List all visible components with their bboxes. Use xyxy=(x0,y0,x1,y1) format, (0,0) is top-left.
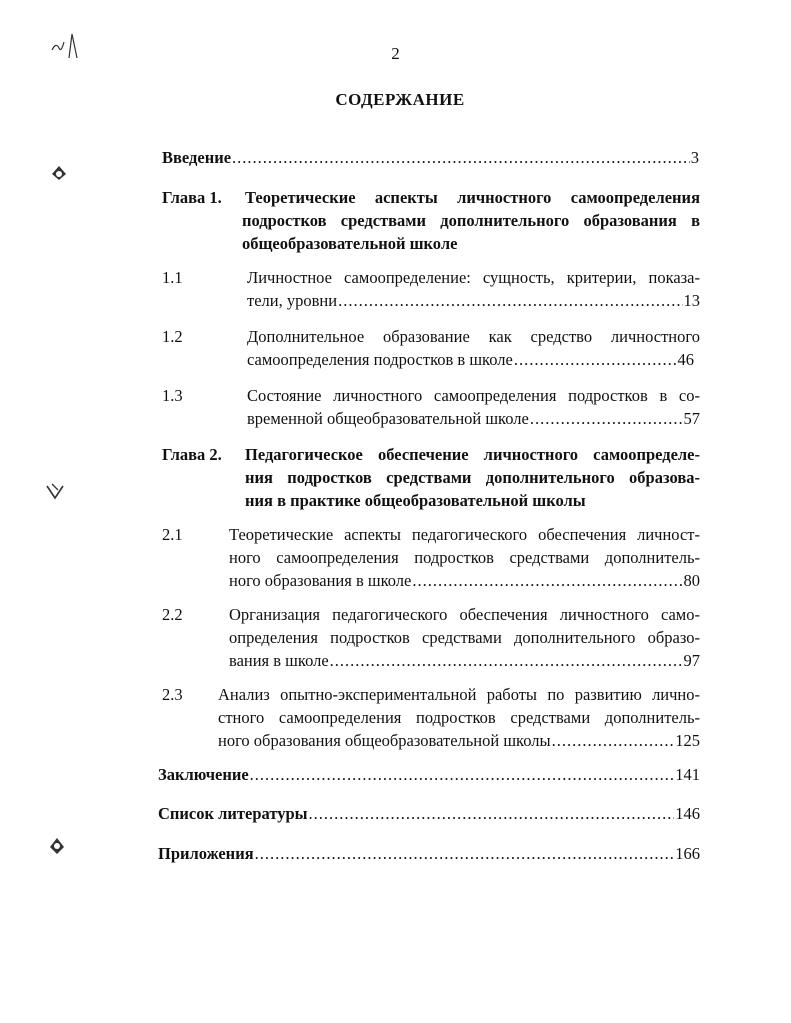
section-title-line: Анализ опытно-экспериментальной работы по развитию лично- xyxy=(218,685,700,704)
section-title-line: Личностное самоопределение: сущность, критерии, показа- xyxy=(247,268,700,287)
toc-entry-1-3 xyxy=(247,407,700,430)
section-number: 1.2 xyxy=(162,327,183,346)
section-number: 1.1 xyxy=(162,268,183,287)
section-title-line: определения подростков средствами дополнительного образо- xyxy=(229,628,700,647)
toc-entry-1-2 xyxy=(247,348,694,371)
section-number: 1.3 xyxy=(162,386,183,405)
section-title-line: Организация педагогического обеспечения личностного само- xyxy=(229,605,700,624)
section-title-line: самоопределения подростков в школе xyxy=(247,350,513,369)
toc-page-number: 46 xyxy=(677,350,694,369)
chapter-2-title-line: Педагогическое обеспечение личностного самоопределе- xyxy=(245,445,700,464)
toc-entry-label: Список литературы xyxy=(158,804,308,823)
section-number: 2.3 xyxy=(162,685,183,704)
toc-entry-appendices xyxy=(158,842,700,865)
toc-page-number: 141 xyxy=(675,765,700,784)
binding-hole-icon xyxy=(44,480,66,502)
dot-leader xyxy=(514,348,677,371)
toc-page-number: 97 xyxy=(683,651,700,670)
toc-entry-2-1 xyxy=(229,569,700,592)
toc-page-number: 166 xyxy=(675,844,700,863)
binding-hole-icon xyxy=(48,162,70,184)
chapter-2-title-line: ния в практике общеобразовательной школы xyxy=(245,491,586,510)
section-title-line: тели, уровни xyxy=(247,291,338,310)
chapter-1-label: Глава 1. xyxy=(162,188,222,207)
toc-entry-label: Приложения xyxy=(158,844,254,863)
chapter-2-label: Глава 2. xyxy=(162,445,222,464)
section-title-line: вания в школе xyxy=(229,651,329,670)
toc-entry-2-2 xyxy=(229,649,700,672)
dot-leader xyxy=(530,407,683,430)
section-title-line: ного образования общеобразовательной школы xyxy=(218,731,551,750)
page-title: СОДЕРЖАНИЕ xyxy=(335,90,465,109)
toc-page-number: 57 xyxy=(683,409,700,428)
dot-leader xyxy=(232,146,690,169)
section-title-line: стного самоопределения подростков средствами дополнитель- xyxy=(218,708,700,727)
toc-entry-label: Заключение xyxy=(158,765,249,784)
binding-hole-icon xyxy=(46,835,68,857)
dot-leader xyxy=(412,569,682,592)
section-title-line: ного образования в школе xyxy=(229,571,412,590)
section-number: 2.1 xyxy=(162,525,183,544)
toc-entry-2-3 xyxy=(218,729,700,752)
dot-leader xyxy=(330,649,683,672)
chapter-1-title-line: общеобразовательной школе xyxy=(242,234,458,253)
dot-leader xyxy=(250,763,675,786)
toc-entry-references xyxy=(158,802,700,825)
chapter-2-title-line: ния подростков средствами дополнительного образова- xyxy=(245,468,700,487)
dot-leader xyxy=(338,289,682,312)
toc-entry-label: Введение xyxy=(162,148,232,167)
section-title-line: временной общеобразовательной школе xyxy=(247,409,529,428)
chapter-1-title-line: подростков средствами дополнительного образования в xyxy=(242,211,700,230)
toc-page-number: 80 xyxy=(683,571,700,590)
section-title-line: Состояние личностного самоопределения подростков в со- xyxy=(247,386,700,405)
toc-entry-1-1 xyxy=(247,289,700,312)
dot-leader xyxy=(309,802,675,825)
toc-page-number: 146 xyxy=(675,804,700,823)
toc-page-number: 13 xyxy=(683,291,700,310)
page-number: 2 xyxy=(391,44,400,63)
toc-entry-intro xyxy=(162,146,699,169)
section-title-line: Дополнительное образование как средство личностного xyxy=(247,327,700,346)
section-number: 2.2 xyxy=(162,605,183,624)
section-title-line: Теоретические аспекты педагогического обеспечения личност- xyxy=(229,525,700,544)
dot-leader xyxy=(552,729,675,752)
section-title-line: ного самоопределения подростков средствами дополнитель- xyxy=(229,548,700,567)
toc-entry-conclusion xyxy=(158,763,700,786)
toc-page-number: 125 xyxy=(675,731,700,750)
dot-leader xyxy=(255,842,675,865)
chapter-1-title-line: Теоретические аспекты личностного самоопределения xyxy=(245,188,700,207)
toc-page-number: 3 xyxy=(690,148,699,167)
